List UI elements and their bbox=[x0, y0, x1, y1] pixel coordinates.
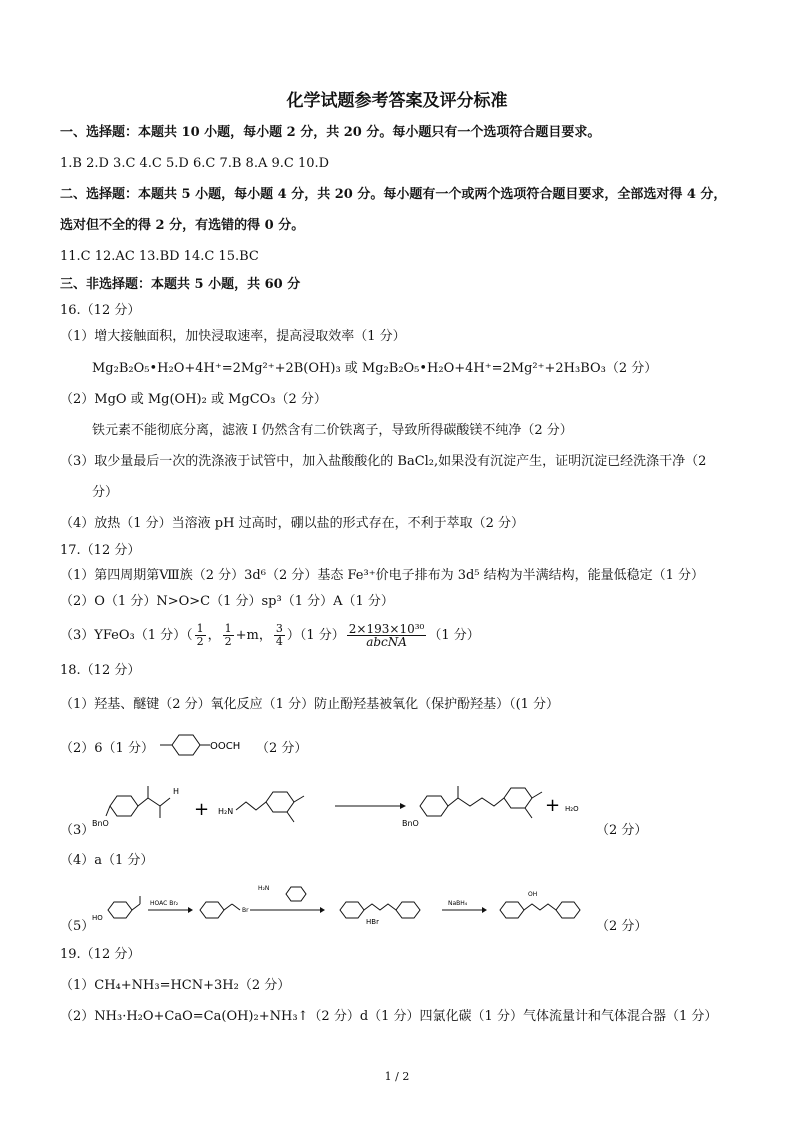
bond bbox=[106, 806, 110, 816]
page-number: 1 / 2 bbox=[384, 1070, 410, 1083]
bno-label-product: BnO bbox=[402, 819, 419, 828]
fraction-denominator: 2 bbox=[224, 635, 232, 648]
q16-part2: （2）MgO 或 Mg(OH)₂ 或 MgCO₃（2 分） bbox=[60, 392, 327, 407]
q16-part3: （3）取少量最后一次的洗涤液于试管中，加入盐酸酸化的 BaCl₂,如果没有沉淀产生，证明沉淀已经洗涤干净（2 bbox=[60, 454, 707, 469]
amine-label: H₂N bbox=[218, 807, 234, 816]
benzene-ring bbox=[200, 902, 224, 918]
reagent-nabh4: NaBH₄ bbox=[448, 900, 468, 907]
q19-part1: （1）CH₄+NH₃=HCN+3H₂（2 分） bbox=[60, 978, 291, 993]
section3-header: 三、非选择题：本题共 5 小题，共 60 分 bbox=[60, 277, 301, 292]
benzene-ring bbox=[556, 902, 580, 918]
q18-part2-text: （2）6（1 分） bbox=[60, 741, 154, 756]
chain bbox=[458, 798, 504, 806]
benzene-ring bbox=[172, 735, 200, 755]
fraction-one-half bbox=[195, 623, 206, 648]
arrowhead bbox=[320, 907, 325, 913]
q18-part5-score: （2 分） bbox=[596, 919, 648, 934]
fraction-three-quarters bbox=[274, 623, 285, 648]
q16-part1-equation: Mg₂B₂O₅•H₂O+4H⁺=2Mg²⁺+2B(OH)₃ 或 Mg₂B₂O₅•H₂O+4H⁺=2Mg²⁺+2H₃BO₃（2 分） bbox=[92, 361, 658, 376]
fraction-numerator: 1 bbox=[196, 622, 204, 635]
benzene-ring bbox=[504, 788, 532, 808]
water-label: H₂O bbox=[565, 805, 579, 813]
bond bbox=[224, 904, 232, 910]
q18-part3-reaction bbox=[90, 766, 650, 836]
density-fraction bbox=[347, 623, 427, 648]
fraction-numerator: 1 bbox=[224, 622, 232, 635]
q16-part2-explanation: 铁元素不能彻底分离，滤液 I 仍然含有二价铁离子，导致所得碳酸镁不纯净（2 分） bbox=[92, 423, 573, 438]
benzene-ring bbox=[266, 792, 294, 812]
bond bbox=[132, 904, 140, 910]
q17-part3-score2: （1 分） bbox=[428, 628, 480, 643]
methoxy bbox=[294, 796, 304, 802]
q17-part3-score: ）（1 分） bbox=[286, 628, 345, 643]
methoxy bbox=[525, 808, 532, 818]
formate-label: OOCH bbox=[210, 741, 241, 752]
chain bbox=[364, 904, 396, 910]
section1-header: 一、选择题：本题共 10 小题，每小题 2 分，共 20 分。每小题只有一个选项符合题目要求。 bbox=[60, 125, 601, 140]
fraction-one-half-2 bbox=[223, 623, 234, 648]
fraction-numerator: 3 bbox=[275, 622, 283, 635]
reagent-hoac-br2: HOAC Br₂ bbox=[150, 900, 179, 907]
q16-head: 16.（12 分） bbox=[60, 303, 141, 318]
benzene-ring bbox=[110, 796, 138, 816]
q18-part3-score: （2 分） bbox=[596, 823, 648, 838]
q18-part3-label: （3） bbox=[60, 823, 95, 838]
arrowhead bbox=[482, 907, 487, 913]
amine-reagent: H₂N bbox=[258, 885, 270, 892]
benzene-ring bbox=[340, 902, 364, 918]
chain bbox=[236, 802, 266, 810]
oh-label: OH bbox=[528, 891, 538, 898]
q16-part1: （1）增大接触面积，加快浸取速率，提高浸取效率（1 分） bbox=[60, 329, 406, 344]
q18-part1: （1）羟基、醚键（2 分）氧化反应（1 分）防止酚羟基被氧化（保护酚羟基）（(1 分） bbox=[60, 697, 560, 712]
bond bbox=[160, 798, 170, 806]
q19-head: 19.（12 分） bbox=[60, 947, 141, 962]
q17-part1: （1）第四周期第Ⅷ族（2 分）3d⁶（2 分）基态 Fe³⁺价电子排布为 3d⁵ 结构为半满结构，能量低稳定（1 分） bbox=[60, 568, 705, 583]
fraction-numerator: 2×193×10³⁰ bbox=[348, 622, 425, 636]
aldehyde-h: H bbox=[173, 787, 180, 796]
benzene-ring bbox=[286, 887, 306, 901]
q17-part3-text: （3）YFeO₃（1 分）（ bbox=[60, 628, 193, 643]
arrowhead bbox=[188, 907, 193, 913]
q17-part3-plus-m: +m， bbox=[235, 628, 272, 643]
section2-answers: 11.C 12.AC 13.BD 14.C 15.BC bbox=[60, 249, 259, 264]
plus-sign-2: + bbox=[545, 795, 561, 816]
fraction-denominator: 4 bbox=[275, 635, 283, 648]
bond bbox=[138, 798, 148, 806]
chain bbox=[524, 904, 556, 910]
section2-header-line1: 二、选择题：本题共 5 小题，每小题 4 分，共 20 分。每小题有一个或两个选项符合题目要求，全部选对得 4 分， bbox=[60, 187, 727, 202]
q17-part2: （2）O（1 分）N>O>C（1 分）sp³（1 分）A（1 分） bbox=[60, 594, 394, 609]
q18-part2-structure bbox=[160, 730, 270, 760]
q17-head: 17.（12 分） bbox=[60, 543, 141, 558]
q18-head: 18.（12 分） bbox=[60, 663, 141, 678]
bno-label: BnO bbox=[92, 819, 109, 828]
fraction-denominator: 2 bbox=[196, 635, 204, 648]
q18-part5-label: （5） bbox=[60, 919, 95, 934]
q16-part3-continued: 分） bbox=[92, 485, 119, 500]
plus-sign: + bbox=[194, 799, 210, 820]
bond bbox=[232, 904, 240, 910]
q17-part3-sep: ， bbox=[207, 628, 221, 643]
section2-header-line2: 选对但不全的得 2 分，有选错的得 0 分。 bbox=[60, 218, 305, 233]
page-title: 化学试题参考答案及评分标准 bbox=[286, 91, 508, 111]
bond bbox=[148, 798, 160, 806]
br-label: Br bbox=[242, 907, 249, 914]
methoxy bbox=[287, 812, 294, 822]
ho-label: HO bbox=[92, 914, 103, 922]
arrowhead bbox=[400, 803, 406, 809]
bond bbox=[448, 798, 458, 806]
section1-answers: 1.B 2.D 3.C 4.C 5.D 6.C 7.B 8.A 9.C 10.D bbox=[60, 156, 330, 171]
q19-part2: （2）NH₃·H₂O+CaO=Ca(OH)₂+NH₃↑（2 分）d（1 分）四氯化碳（1 分）气体流量计和气体混合器（1 分） bbox=[60, 1009, 718, 1024]
q18-part2-score: （2 分） bbox=[256, 741, 308, 756]
benzene-ring bbox=[108, 902, 132, 918]
q18-part5-synthesis bbox=[90, 876, 600, 936]
q16-part4: （4）放热（1 分）当溶液 pH 过高时，硼以盐的形式存在，不利于萃取（2 分） bbox=[60, 516, 525, 531]
q17-part3 bbox=[60, 622, 480, 650]
benzene-ring bbox=[396, 902, 420, 918]
methoxy bbox=[532, 792, 542, 798]
benzene-ring bbox=[500, 902, 524, 918]
hbr-label: HBr bbox=[366, 918, 379, 926]
q18-part4: （4）a（1 分） bbox=[60, 853, 154, 868]
fraction-denominator: abcNA bbox=[366, 635, 407, 649]
benzene-ring bbox=[420, 796, 448, 816]
